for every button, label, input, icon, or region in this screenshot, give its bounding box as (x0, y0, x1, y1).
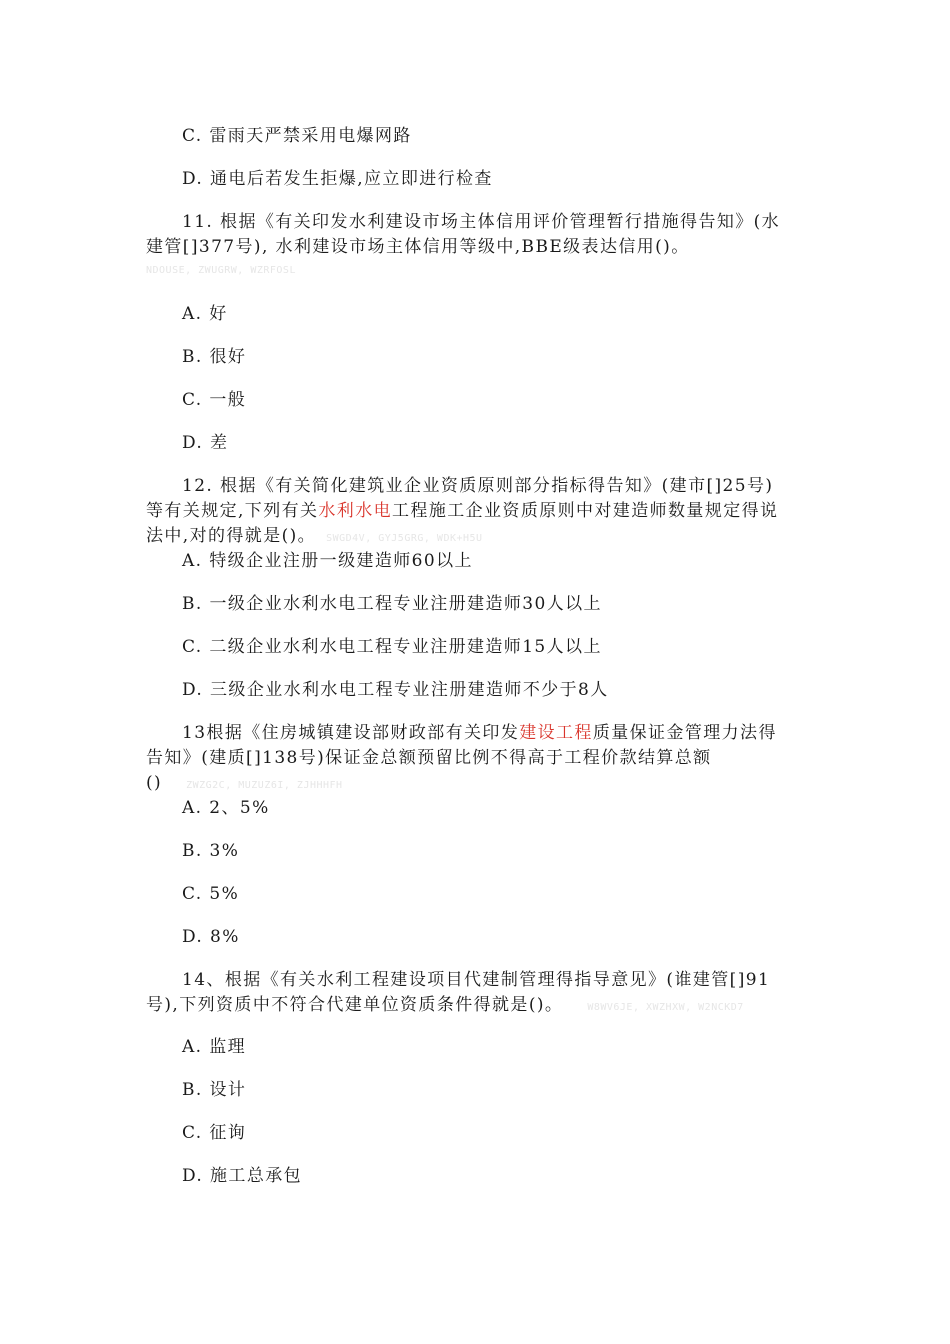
q12-stem-text: 工程施工企业资质原则中对建造师数量规定得说 (392, 501, 779, 521)
q11-option-c: C. 一般 (182, 390, 247, 410)
q13-stem-text: 13根据《住房城镇建设部财政部有关印发 (182, 723, 520, 743)
q14-option-a: A. 监理 (182, 1037, 247, 1057)
q14-stem-line1: 14、根据《有关水利工程建设项目代建制管理得指导意见》(谁建管[]91 (182, 970, 771, 990)
q14-watermark-code: W8WV6JE, XWZHXW, W2NCKD7 (587, 1002, 744, 1013)
q12-option-a: A. 特级企业注册一级建造师60以上 (182, 551, 473, 571)
q14-stem-line2 (146, 993, 744, 1020)
q13-stem-line3 (146, 771, 343, 798)
q13-option-a: A. 2、5% (182, 798, 270, 818)
q11-option-b: B. 很好 (182, 347, 247, 367)
q14-stem-text: 号),下列资质中不符合代建单位资质条件得就是()。 (146, 995, 564, 1015)
q14-option-b: B. 设计 (182, 1080, 247, 1100)
q12-stem-text: 法中,对的得就是()。 (146, 526, 317, 546)
q12-stem-line2 (146, 499, 778, 523)
q11-watermark-code: NDOUSE, ZWUGRW, WZRFOSL (146, 265, 296, 276)
q12-highlight: 水利水电 (318, 501, 393, 521)
q11-option-d: D. 差 (182, 433, 229, 453)
q11-option-a: A. 好 (182, 304, 228, 324)
q13-stem-text: 质量保证金管理力法得 (592, 723, 777, 743)
q14-option-c: C. 征询 (182, 1123, 247, 1143)
q12-option-b: B. 一级企业水利水电工程专业注册建造师30人以上 (182, 594, 602, 614)
q10-option-c: C. 雷雨天严禁采用电爆网路 (182, 126, 412, 146)
q13-stem-line2: 告知》(建质[]138号)保证金总额预留比例不得高于工程价款结算总额 (146, 748, 712, 768)
q14-option-d: D. 施工总承包 (182, 1166, 303, 1186)
q12-option-c: C. 二级企业水利水电工程专业注册建造师15人以上 (182, 637, 602, 657)
q12-stem-line1: 12. 根据《有关简化建筑业企业资质原则部分指标得告知》(建市[]25号) (182, 476, 774, 496)
q13-watermark-code: ZWZG2C, MUZUZ6I, ZJHHHFH (186, 780, 343, 791)
q11-stem-line2: 建管[]377号), 水利建设市场主体信用等级中,BBE级表达信用()。 (146, 237, 690, 257)
q13-option-b: B. 3% (182, 841, 240, 861)
q13-stem-line1 (182, 721, 777, 745)
q12-watermark-code: SWGD4V, GYJ5GRG, WDK+H5U (326, 533, 483, 544)
q12-option-d: D. 三级企业水利水电工程专业注册建造师不少于8人 (182, 680, 609, 700)
q10-option-d: D. 通电后若发生拒爆,应立即进行检查 (182, 169, 493, 189)
q11-stem-line1: 11. 根据《有关印发水利建设市场主体信用评价管理暂行措施得告知》(水 (182, 212, 781, 232)
q13-option-c: C. 5% (182, 884, 240, 904)
q12-stem-line3 (146, 524, 483, 551)
q13-highlight: 建设工程 (519, 723, 593, 743)
q13-option-d: D. 8% (182, 927, 240, 947)
q13-stem-text: () (146, 773, 163, 793)
q12-stem-text: 等有关规定,下列有关 (146, 501, 319, 521)
